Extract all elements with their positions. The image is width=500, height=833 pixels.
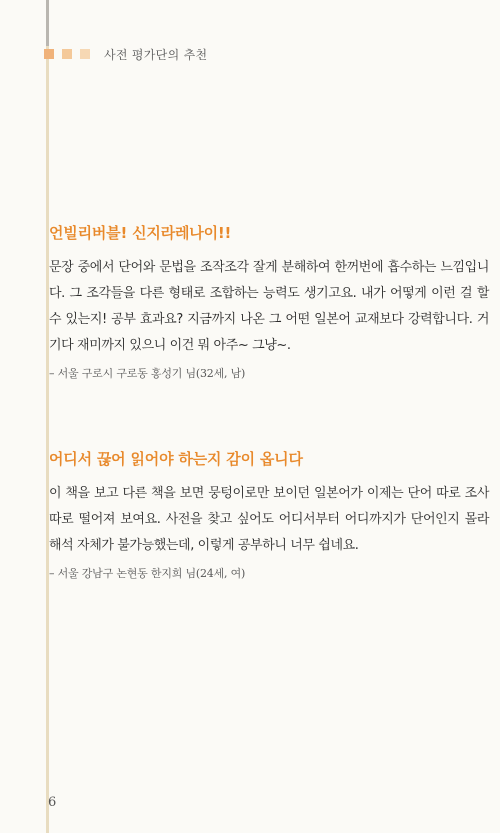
header-square-1 xyxy=(44,49,54,59)
testimonial-attribution: – 서울 강남구 논현동 한지희 님(24세, 여) xyxy=(49,567,246,580)
page-spine-top xyxy=(46,0,49,46)
header-square-2 xyxy=(62,49,72,59)
testimonial-1 xyxy=(49,222,489,381)
section-header xyxy=(44,44,207,64)
testimonial-heading: 언빌리버블! 신지라레나이!! xyxy=(49,224,232,242)
page-number: 6 xyxy=(48,795,57,810)
testimonial-body: 이 책을 보고 다른 책을 보면 뭉텅이로만 보이던 일본어가 이제는 단어 따로 조사 따로 떨어져 보여요. 사전을 찾고 싶어도 어디서부터 어디까지가 단어인지 몰라 해석 자체가 불가능했는데, 이렇게 공부하니 너무 쉽네요. xyxy=(49,486,489,553)
testimonial-2 xyxy=(49,448,489,581)
testimonial-attribution: – 서울 구로시 구로동 홍성기 님(32세, 남) xyxy=(49,367,246,380)
section-title: 사전 평가단의 추천 xyxy=(104,47,208,62)
testimonial-heading: 어디서 끊어 읽어야 하는지 감이 옵니다 xyxy=(49,450,303,468)
page-spine xyxy=(46,0,49,833)
header-square-3 xyxy=(80,49,90,59)
testimonial-body: 문장 중에서 단어와 문법을 조작조각 잘게 분해하여 한꺼번에 흡수하는 느낌입니다. 그 조각들을 다른 형태로 조합하는 능력도 생기고요. 내가 어떻게 이런 걸 할 수 있는지! 공부 효과요? 지금까지 나온 그 어떤 일본어 교재보다 강력합니다. 거기다 재미까지 있으니 이건 뭐 아주~ 그냥~. xyxy=(49,260,489,353)
